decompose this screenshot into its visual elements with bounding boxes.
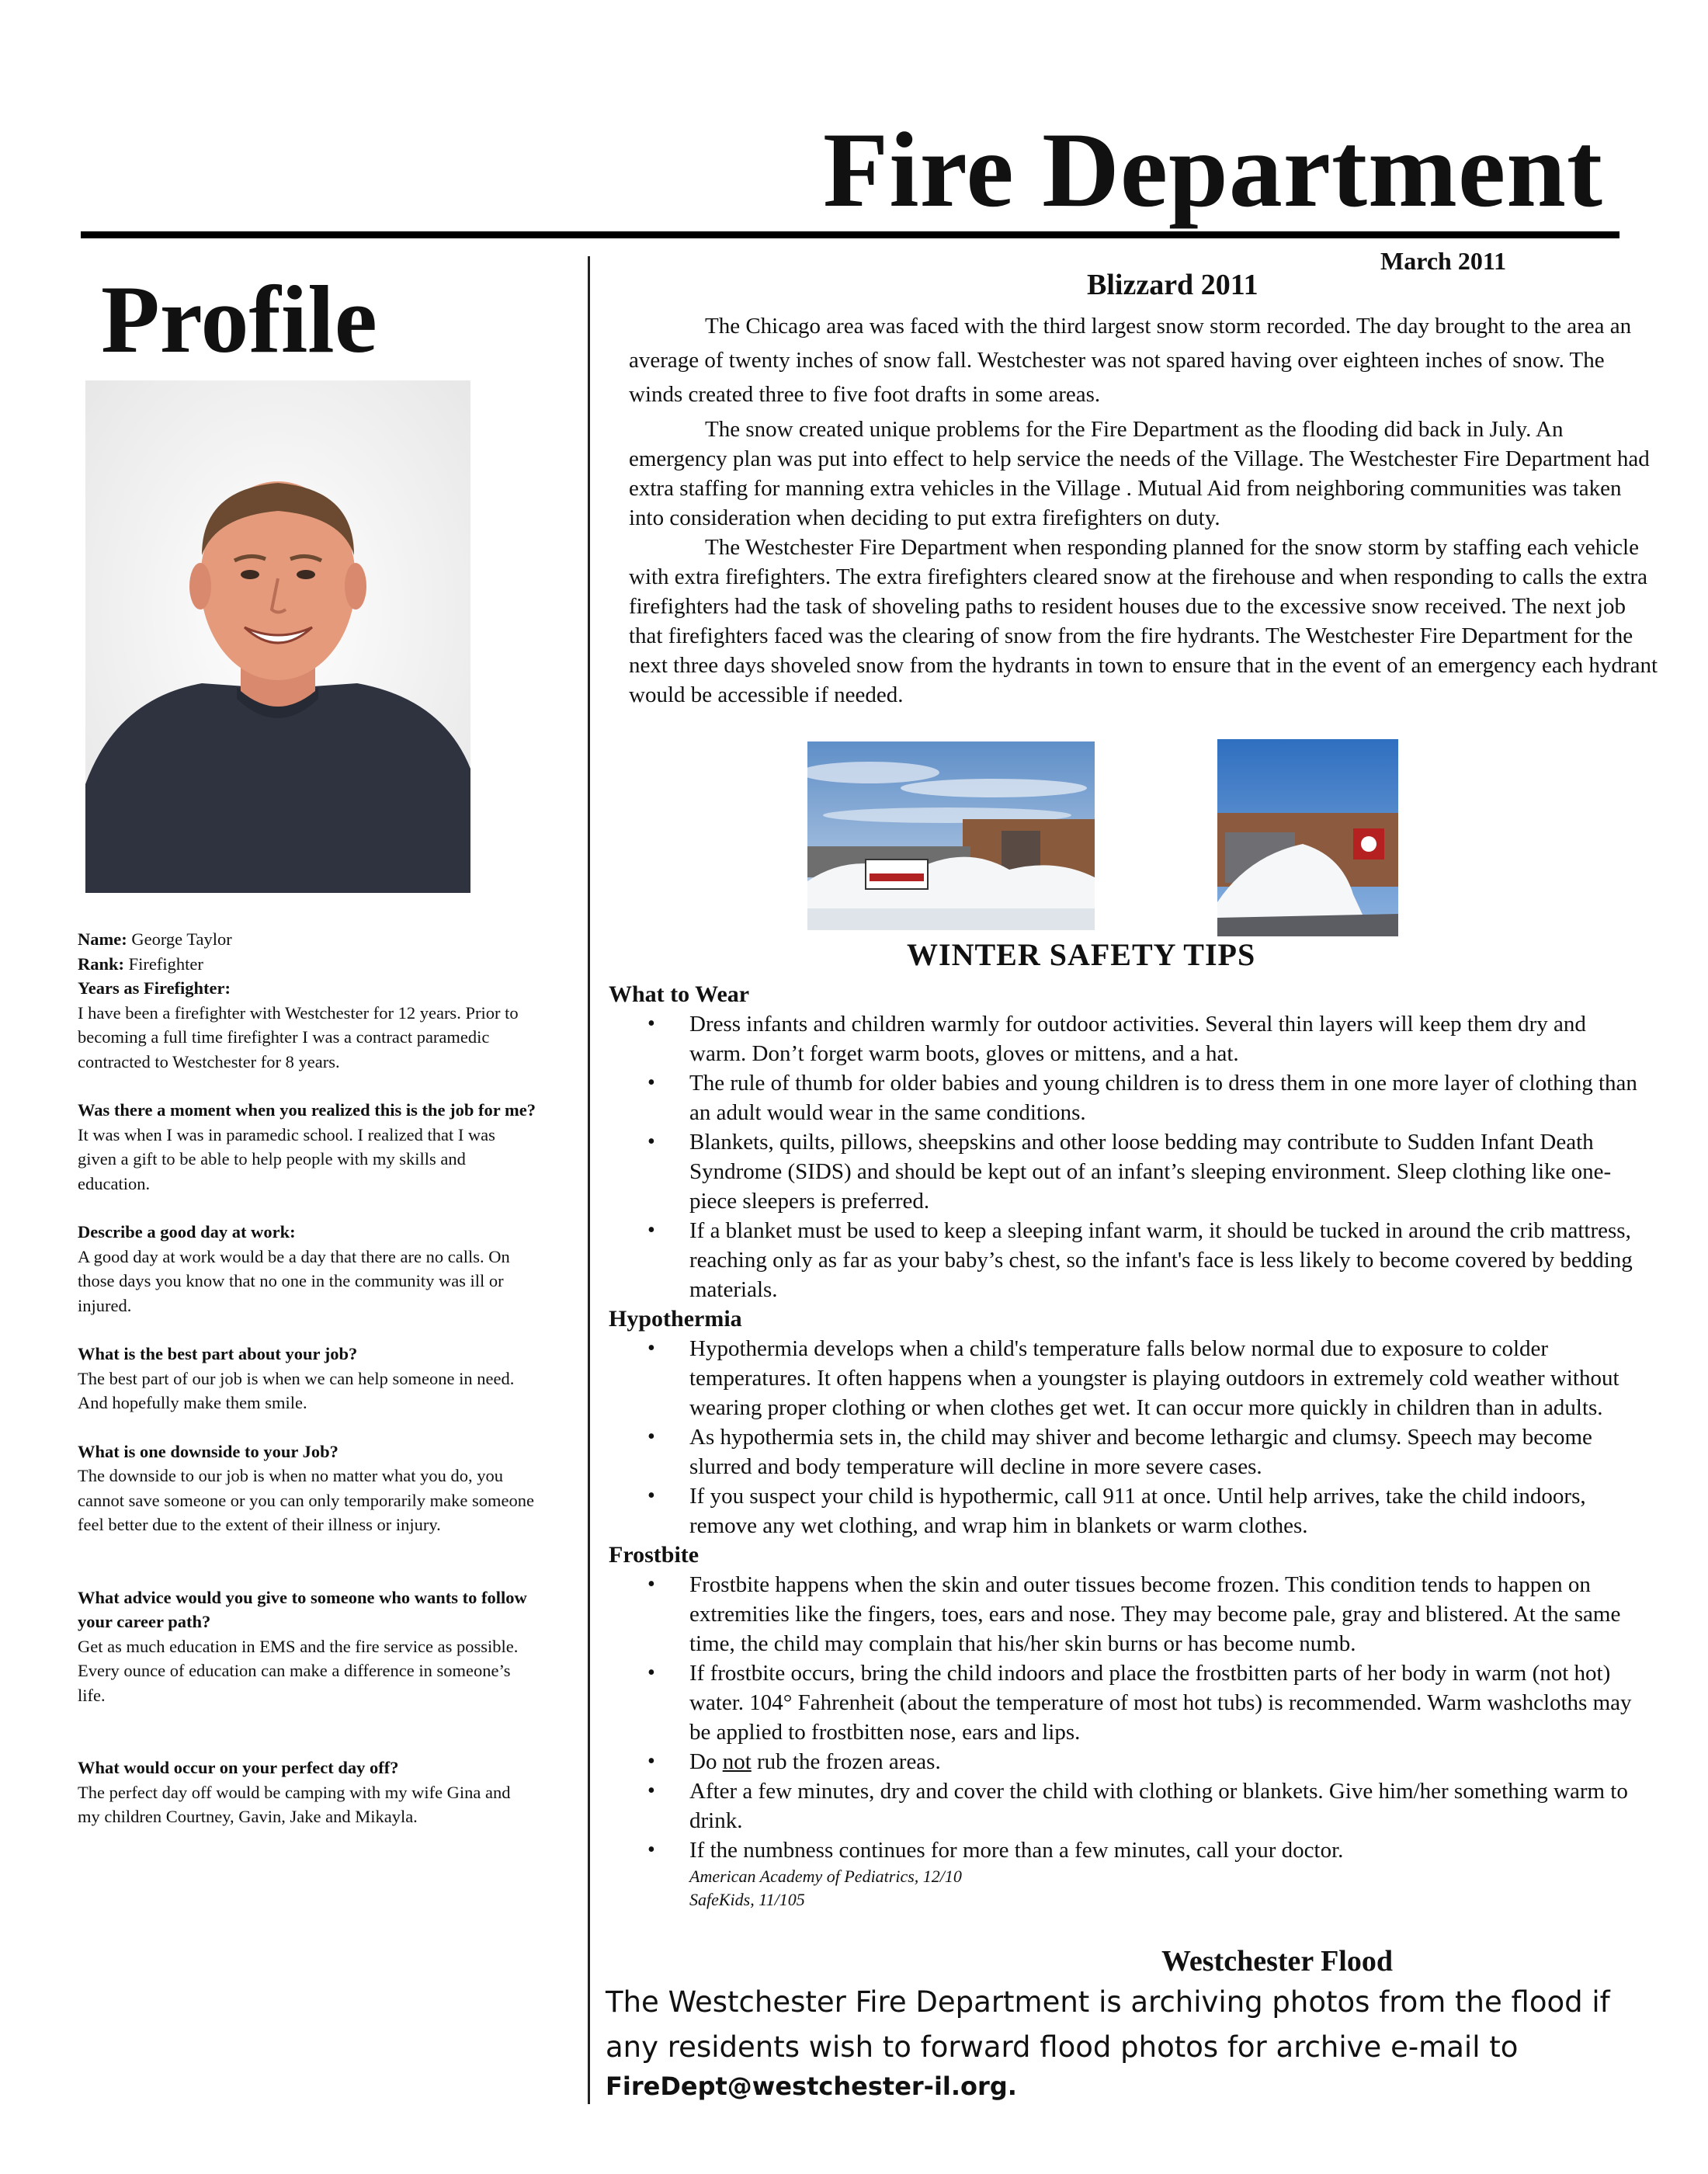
citation: American Academy of Pediatrics, 12/10	[689, 1867, 962, 1886]
hydrant-snow-photo	[1217, 739, 1398, 936]
question: Was there a moment when you realized this is the job for me?	[78, 1100, 536, 1120]
article-paragraph: The Chicago area was faced with the third largest snow storm recorded. The day brought to the area an average of twenty inches of snow fall. Westchester was not spared having over eighteen inches of snow. The winds created three to five foot drafts in some areas.	[629, 314, 1632, 407]
citation: SafeKids, 11/105	[689, 1890, 805, 1909]
profile-interview	[78, 927, 536, 1829]
tip-item: • After a few minutes, dry and cover the child with clothing or blankets. Give him/her something warm to drink.	[689, 1776, 1641, 1835]
winter-tips-heading: WINTER SAFETY TIPS	[907, 937, 1256, 972]
flood-heading: Westchester Flood	[1161, 1945, 1393, 1978]
tip-item: • As hypothermia sets in, the child may shiver and become lethargic and clumsy. Speech may become slurred and body temperature will decline in more severe cases.	[689, 1422, 1641, 1481]
snow-firehouse-photo	[807, 741, 1095, 930]
section-heading: What to Wear	[609, 981, 750, 1007]
question: What would occur on your perfect day off?	[78, 1758, 399, 1777]
issue-date: March 2011	[1380, 247, 1507, 275]
article-paragraph: The Westchester Fire Department when responding planned for the snow storm by staffing each vehicle with extra firefighters. The extra firefighters cleared snow at the firehouse and when responding to calls the extra firefighters had the task of shoveling paths to resident houses due to the excessive snow received. The next job that firefighters faced was the clearing of snow from the fire hydrants. The Westchester Fire Department for the next three days shoveled snow from the hydrants in town to ensure that in the event of an emergency each hydrant would be accessible if needed.	[629, 535, 1658, 707]
profile-name: George Taylor	[127, 929, 232, 949]
tip-item: • Frostbite happens when the skin and outer tissues become frozen. This condition tends to happen on extremities like the fingers, toes, ears and nose. They may become pale, gray and blistered. At the same time, the child may complain that his/her skin burns or has become numb.	[689, 1570, 1641, 1658]
masthead-rule	[81, 231, 1619, 238]
profile-name-line	[78, 927, 536, 952]
tip-item: • The rule of thumb for older babies and young children is to dress them in one more layer of clothing than an adult would wear in the same conditions.	[689, 1068, 1641, 1127]
tip-list	[609, 1009, 1641, 1304]
winter-tips	[609, 980, 1641, 1912]
answer: Get as much education in EMS and the fire service as possible. Every ounce of education can make a difference in someone’s life.	[78, 1636, 519, 1705]
answer: The best part of our job is when we can help someone in need. And hopefully make them smile.	[78, 1368, 515, 1412]
blizzard-article	[629, 309, 1661, 710]
tip-item: • If frostbite occurs, bring the child indoors and place the frostbitten parts of her body in warm (not hot) water. 104° Fahrenheit (about the temperature of most hot tubs) is recommended. Warm washcloths may be applied to frostbitten nose, ears and lips.	[689, 1658, 1641, 1747]
tip-item: • If a blanket must be used to keep a sleeping infant warm, it should be tucked in around the crib mattress, reaching only as far as your baby’s chest, so the infant's face is less likely to become covered by bedding materials.	[689, 1216, 1641, 1304]
answer: It was when I was in paramedic school. I realized that I was given a gift to be able to help people with my skills and education.	[78, 1124, 495, 1193]
section-heading: Frostbite	[609, 1542, 700, 1568]
tip-item: • If the numbness continues for more than a few minutes, call your doctor.	[689, 1835, 1641, 1865]
rank-label: Rank:	[78, 953, 125, 974]
profile-rank: Firefighter	[124, 953, 203, 974]
profile-rank-line	[78, 952, 536, 977]
question: What is one downside to your Job?	[78, 1441, 338, 1461]
answer: A good day at work would be a day that there are no calls. On those days you know that no one in the community was ill or injured.	[78, 1246, 510, 1315]
flood-notice: The Westchester Fire Department is archiving photos from the flood if any residents wish to forward flood photos for archive e-mail to	[606, 1985, 1610, 2064]
section-heading: Hypothermia	[609, 1306, 742, 1332]
masthead-title: Fire Department	[823, 110, 1603, 229]
answer: The perfect day off would be camping with my wife Gina and my children Courtney, Gavin, Jake and Mikayla.	[78, 1782, 511, 1826]
tip-list	[609, 1570, 1641, 1865]
article-paragraph: The snow created unique problems for the Fire Department as the flooding did back in July. An emergency plan was put into effect to help service the needs of the Village. The Westchester Fire Department had extra staffing for manning extra vehicles in the Village . Mutual Aid from neighboring communities was taken into consideration when deciding to put extra firefighters on duty.	[629, 417, 1650, 530]
tip-item: • Hypothermia develops when a child's temperature falls below normal due to exposure to colder temperatures. It often happens when a youngster is playing outdoors in extremely cold weather without wearing proper clothing or when clothes get wet. It can occur more quickly in children than in adults.	[689, 1334, 1641, 1422]
years-label: Years as Firefighter:	[78, 978, 231, 998]
column-divider	[588, 256, 590, 2104]
tip-item: • Blankets, quilts, pillows, sheepskins and other loose bedding may contribute to Sudden Infant Death Syndrome (SIDS) and should be kept out of an infant’s sleeping environment. Sleep clothing like one-piece sleepers is preferred.	[689, 1127, 1641, 1216]
name-label: Name:	[78, 929, 127, 949]
tip-list	[609, 1334, 1641, 1540]
profile-photo	[85, 380, 470, 893]
years-answer: I have been a firefighter with Westchester for 12 years. Prior to becoming a full time firefighter I was a contract paramedic contracted to Westchester for 8 years.	[78, 1002, 519, 1071]
answer: The downside to our job is when no matter what you do, you cannot save someone or you can only temporarily make someone feel better due to the extent of their illness or injury.	[78, 1466, 534, 1534]
tip-item: • Dress infants and children warmly for outdoor activities. Several thin layers will keep them dry and warm. Don’t forget warm boots, gloves or mittens, and a hat.	[689, 1009, 1641, 1068]
contact-email-link[interactable]: FireDept@westchester-il.org.	[606, 2072, 1017, 2101]
question: What is the best part about your job?	[78, 1344, 358, 1363]
blizzard-heading: Blizzard 2011	[1087, 269, 1258, 301]
question: What advice would you give to someone who wants to follow your career path?	[78, 1587, 527, 1631]
tip-item: • If you suspect your child is hypothermic, call 911 at once. Until help arrives, take the child indoors, remove any wet clothing, and wrap him in blankets or warm clothes.	[689, 1481, 1641, 1540]
question: Describe a good day at work:	[78, 1222, 296, 1242]
profile-heading: Profile	[101, 266, 377, 373]
tip-item: • Do not rub the frozen areas.	[689, 1747, 1641, 1776]
